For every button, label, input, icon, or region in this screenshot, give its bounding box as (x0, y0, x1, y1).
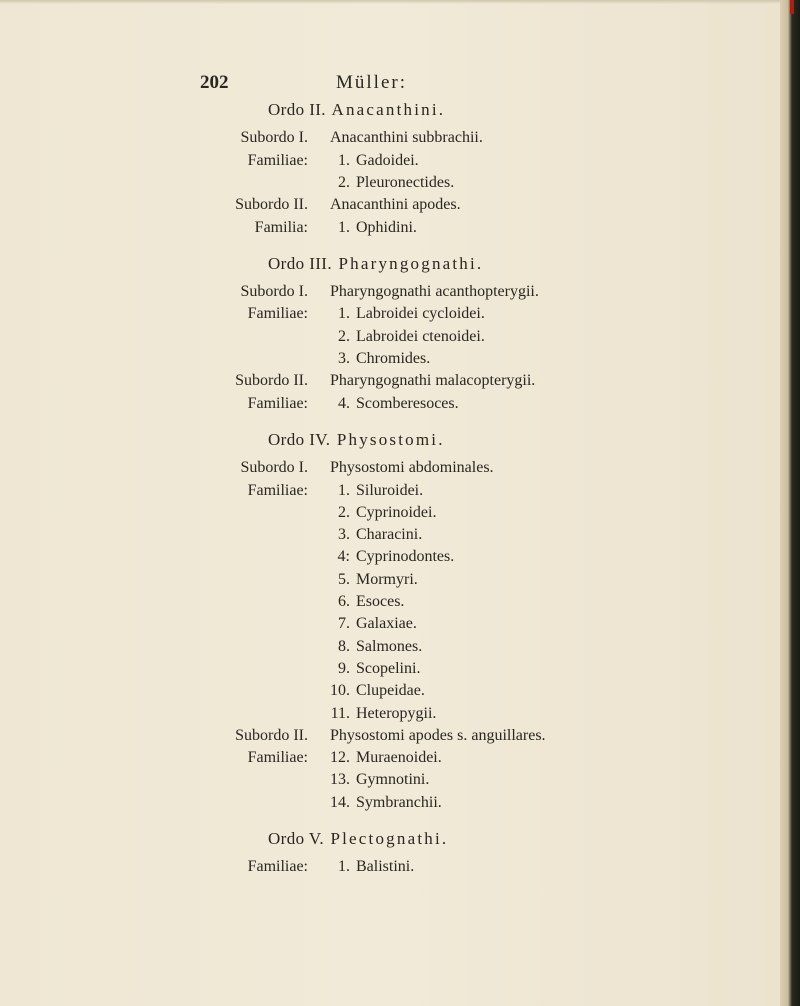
taxon-name: Galaxiae. (356, 615, 417, 633)
family-number: 9. (338, 659, 350, 677)
family-number: 11. (330, 704, 350, 722)
family-number: 1. (338, 858, 350, 876)
taxon-name: Muraenoidei. (356, 749, 442, 767)
ordo-label: Ordo IV. (268, 429, 331, 449)
running-head: Müller: (336, 72, 407, 93)
taxon-name: Clupeidae. (356, 682, 425, 700)
taxon-name: Mormyri. (356, 570, 418, 588)
ordo-name: Physostomi. (330, 429, 445, 449)
rank-label: Familiae: (247, 749, 308, 767)
rank-label: Subordo II. (235, 196, 308, 214)
family-number: 8. (338, 637, 350, 655)
ordo-name: Pharyngognathi. (332, 253, 484, 273)
taxon-name: Heteropygii. (356, 704, 437, 722)
family-number: 13. (330, 771, 350, 789)
rank-label: Subordo II. (235, 372, 308, 390)
taxon-name: Pleuronectides. (356, 173, 455, 191)
taxon-name: Gymnotini. (356, 771, 430, 789)
rank-label: Subordo I. (240, 283, 308, 301)
taxon-name: Physostomi apodes s. anguillares. (330, 726, 546, 744)
ordo-name: Anacanthini. (325, 100, 446, 119)
taxon-name: Cyprinodontes. (356, 548, 455, 566)
rank-label: Familiae: (247, 481, 308, 499)
family-number: 3. (338, 526, 350, 544)
taxon-name: Chromides. (356, 350, 431, 367)
family-number: 14. (330, 793, 350, 811)
ordo-heading (268, 254, 483, 274)
family-number: 7. (338, 615, 350, 633)
taxon-name: Pharyngognathi acanthopterygii. (330, 283, 539, 301)
rank-label: Familia: (254, 218, 308, 236)
taxon-name: Ophidini. (356, 218, 417, 236)
ordo-heading (268, 100, 445, 120)
family-number: 2. (338, 327, 350, 345)
taxon-name: Anacanthini subbrachii. (330, 129, 483, 147)
taxon-name: Siluroidei. (356, 481, 424, 499)
taxon-name: Labroidei ctenoidei. (356, 327, 485, 345)
taxon-name: Labroidei cycloidei. (356, 305, 485, 323)
ordo-heading (268, 430, 445, 450)
ordo-label: Ordo III. (268, 253, 333, 273)
page-edge (780, 0, 800, 1006)
ordo-heading (268, 829, 448, 849)
taxon-name: Symbranchii. (356, 793, 442, 811)
family-number: 2. (338, 173, 350, 191)
ordo-label: Ordo II. (268, 100, 326, 119)
taxon-name: Gadoidei. (356, 151, 419, 169)
family-number: 4. (338, 394, 350, 412)
bookmark-ribbon (790, 0, 794, 14)
rank-label: Familiae: (247, 305, 308, 323)
family-number: 10. (330, 682, 350, 700)
ordo-name: Plectognathi. (324, 829, 449, 848)
taxon-name: Esoces. (356, 593, 405, 610)
taxon-name: Pharyngognathi malacopterygii. (330, 372, 536, 390)
rank-label: Familiae: (247, 858, 308, 876)
taxon-name: Physostomi abdominales. (330, 459, 494, 477)
family-number: 1. (338, 481, 350, 499)
taxon-name: Cyprinoidei. (356, 503, 437, 521)
family-number: 3. (338, 350, 350, 367)
taxon-name: Anacanthini apodes. (330, 196, 461, 214)
rank-label: Familiae: (247, 151, 308, 169)
family-number: 1. (338, 305, 350, 323)
family-number: 6. (338, 593, 350, 610)
taxon-name: Characini. (356, 526, 423, 544)
page-number: 202 (200, 72, 229, 93)
taxon-name: Salmones. (356, 637, 423, 655)
taxon-name: Balistini. (356, 858, 415, 876)
ordo-label: Ordo V. (268, 829, 325, 848)
taxon-name: Scopelini. (356, 659, 421, 677)
rank-label: Subordo I. (240, 129, 308, 147)
rank-label: Subordo II. (235, 726, 308, 744)
rank-label: Familiae: (247, 394, 308, 412)
family-number: 4: (337, 548, 350, 566)
family-number: 1. (338, 218, 350, 236)
taxon-name: Scomberesoces. (356, 394, 459, 412)
family-number: 1. (338, 151, 350, 169)
family-number: 2. (338, 503, 350, 521)
rank-label: Subordo I. (240, 459, 308, 477)
family-number: 5. (338, 570, 350, 588)
family-number: 12. (330, 749, 350, 767)
